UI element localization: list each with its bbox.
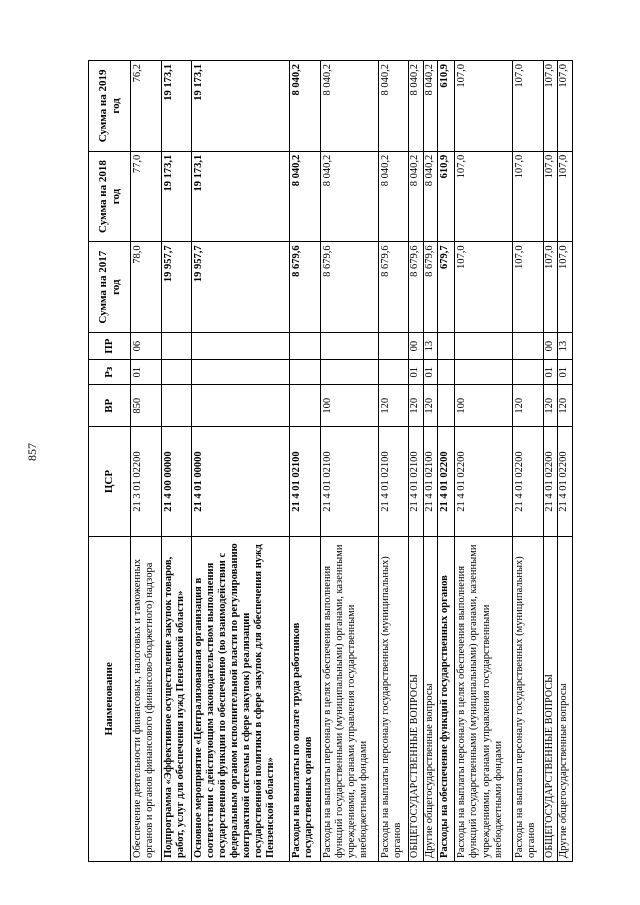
row-pr: 06 (131, 333, 162, 360)
row-csr: 21 4 01 02100 (320, 427, 378, 536)
row-sum-2018: 107,0 (513, 151, 544, 242)
row-sum-2018: 8 040,2 (423, 151, 438, 242)
row-rz (192, 360, 290, 385)
row-sum-2018: 8 040,2 (378, 151, 409, 242)
row-sum-2019: 610,9 (438, 61, 455, 152)
row-rz (455, 360, 513, 385)
row-csr: 21 4 01 02200 (558, 427, 573, 536)
row-csr: 21 4 01 00000 (192, 427, 290, 536)
row-sum-2019: 107,0 (455, 61, 513, 152)
row-sum-2017: 8 679,6 (378, 242, 409, 333)
row-sum-2019: 8 040,2 (409, 61, 424, 152)
table-row (131, 61, 162, 862)
header-sum-2019: Сумма на 2019 год (89, 61, 131, 152)
row-name: Другие общегосударственные вопросы (423, 536, 438, 861)
row-rz: 01 (423, 360, 438, 385)
row-name: Расходы на выплаты персоналу государственных (муниципальных) органов (513, 536, 544, 861)
row-rz (290, 360, 321, 385)
table-header-row (89, 61, 131, 862)
row-pr (192, 333, 290, 360)
row-csr: 21 4 01 02200 (513, 427, 544, 536)
row-rz: 01 (558, 360, 573, 385)
row-sum-2019: 8 040,2 (423, 61, 438, 152)
row-name: Расходы на обеспечение функций государственных органов (438, 536, 455, 861)
row-csr: 21 4 01 02100 (378, 427, 409, 536)
row-vr (161, 385, 192, 427)
row-vr: 100 (455, 385, 513, 427)
row-sum-2018: 19 173,1 (192, 151, 290, 242)
row-sum-2018: 107,0 (558, 151, 573, 242)
header-pr: ПР (89, 333, 131, 360)
header-vr: ВР (89, 385, 131, 427)
table-body (131, 61, 573, 862)
table-row (320, 61, 378, 862)
row-sum-2018: 19 173,1 (161, 151, 192, 242)
table-row (378, 61, 409, 862)
table-row (423, 61, 438, 862)
row-rz: 01 (131, 360, 162, 385)
row-name: Расходы на выплаты по оплате труда работников государственных органов (290, 536, 321, 861)
row-sum-2018: 107,0 (455, 151, 513, 242)
row-csr: 21 4 01 02200 (438, 427, 455, 536)
row-pr: 13 (423, 333, 438, 360)
row-pr: 13 (558, 333, 573, 360)
row-vr: 120 (543, 385, 558, 427)
row-pr (290, 333, 321, 360)
page-number: 857 (25, 443, 39, 461)
row-csr: 21 4 01 02200 (543, 427, 558, 536)
row-pr (455, 333, 513, 360)
row-sum-2018: 8 040,2 (409, 151, 424, 242)
row-csr: 21 4 00 00000 (161, 427, 192, 536)
row-vr: 850 (131, 385, 162, 427)
row-sum-2018: 8 040,2 (290, 151, 321, 242)
row-pr (513, 333, 544, 360)
row-sum-2017: 8 679,6 (423, 242, 438, 333)
row-name: Обеспечение деятельности финансовых, налоговых и таможенных органов и органов финансового (финансово-бюджетного) надзора (131, 536, 162, 861)
row-rz (513, 360, 544, 385)
table-row (161, 61, 192, 862)
row-rz: 01 (409, 360, 424, 385)
row-sum-2018: 107,0 (543, 151, 558, 242)
row-sum-2017: 19 957,7 (192, 242, 290, 333)
row-sum-2017: 8 679,6 (409, 242, 424, 333)
row-vr: 120 (423, 385, 438, 427)
row-sum-2019: 107,0 (558, 61, 573, 152)
row-name: Другие общегосударственные вопросы (558, 536, 573, 861)
row-vr: 120 (558, 385, 573, 427)
table-row (438, 61, 455, 862)
row-sum-2019: 76,2 (131, 61, 162, 152)
row-pr (320, 333, 378, 360)
row-pr (438, 333, 455, 360)
table-row (455, 61, 513, 862)
row-csr: 21 3 01 02200 (131, 427, 162, 536)
table-row (192, 61, 290, 862)
row-sum-2019: 8 040,2 (290, 61, 321, 152)
row-name: Расходы на выплаты персоналу в целях обеспечения выполнения функций государственными (муниципальными) органами, казенными учреждениями, органами управления государственными внебюджетными фондами (320, 536, 378, 861)
row-sum-2019: 8 040,2 (320, 61, 378, 152)
table-row (543, 61, 558, 862)
row-sum-2019: 19 173,1 (161, 61, 192, 152)
row-vr: 120 (513, 385, 544, 427)
header-rz: Рз (89, 360, 131, 385)
row-csr: 21 4 01 02100 (423, 427, 438, 536)
row-sum-2019: 19 173,1 (192, 61, 290, 152)
row-sum-2019: 107,0 (543, 61, 558, 152)
row-rz (161, 360, 192, 385)
row-name: ОБЩЕГОСУДАРСТВЕННЫЕ ВОПРОСЫ (409, 536, 424, 861)
row-vr (192, 385, 290, 427)
row-name: Подпрограмма «Эффективное осуществление закупок товаров, работ, услуг для обеспечения нужд Пензенской области» (161, 536, 192, 861)
row-pr (161, 333, 192, 360)
row-vr (290, 385, 321, 427)
row-rz (438, 360, 455, 385)
row-sum-2019: 107,0 (513, 61, 544, 152)
row-rz (378, 360, 409, 385)
row-sum-2017: 8 679,6 (320, 242, 378, 333)
row-rz (320, 360, 378, 385)
header-sum-2017: Сумма на 2017 год (89, 242, 131, 333)
row-pr: 00 (543, 333, 558, 360)
row-sum-2018: 77,0 (131, 151, 162, 242)
budget-table (88, 60, 573, 862)
row-name: Основное мероприятие «Централизованная организация в соответствии с действующим законодательством выполнения государственной функции по обеспечению (во взаимодействии с федеральным органом исполнительной власти по регулированию контрактной системы в сфере закупок) реализации государственной политики в сфере закупок для обеспечения нужд Пензенской области» (192, 536, 290, 861)
row-sum-2017: 679,7 (438, 242, 455, 333)
header-sum-2018: Сумма на 2018 год (89, 151, 131, 242)
row-pr: 00 (409, 333, 424, 360)
rotated-table-frame (88, 60, 573, 862)
row-sum-2017: 107,0 (543, 242, 558, 333)
row-sum-2017: 107,0 (455, 242, 513, 333)
row-sum-2017: 8 679,6 (290, 242, 321, 333)
row-vr (438, 385, 455, 427)
row-name: ОБЩЕГОСУДАРСТВЕННЫЕ ВОПРОСЫ (543, 536, 558, 861)
row-sum-2017: 107,0 (558, 242, 573, 333)
row-csr: 21 4 01 02200 (455, 427, 513, 536)
row-name: Расходы на выплаты персоналу государственных (муниципальных) органов (378, 536, 409, 861)
row-name: Расходы на выплаты персоналу в целях обеспечения выполнения функций государственными (муниципальными) органами, казенными учреждениями, органами управления государственными внебюджетными фондами (455, 536, 513, 861)
row-sum-2019: 8 040,2 (378, 61, 409, 152)
row-pr (378, 333, 409, 360)
table-row (558, 61, 573, 862)
row-sum-2017: 78,0 (131, 242, 162, 333)
row-sum-2018: 8 040,2 (320, 151, 378, 242)
table-row (513, 61, 544, 862)
table-row (409, 61, 424, 862)
table-row (290, 61, 321, 862)
row-sum-2018: 610,9 (438, 151, 455, 242)
row-csr: 21 4 01 02100 (290, 427, 321, 536)
row-vr: 120 (409, 385, 424, 427)
row-vr: 100 (320, 385, 378, 427)
row-rz: 01 (543, 360, 558, 385)
row-vr: 120 (378, 385, 409, 427)
header-name: Наименование (89, 536, 131, 861)
row-sum-2017: 19 957,7 (161, 242, 192, 333)
header-csr: ЦСР (89, 427, 131, 536)
row-sum-2017: 107,0 (513, 242, 544, 333)
row-csr: 21 4 01 02100 (409, 427, 424, 536)
